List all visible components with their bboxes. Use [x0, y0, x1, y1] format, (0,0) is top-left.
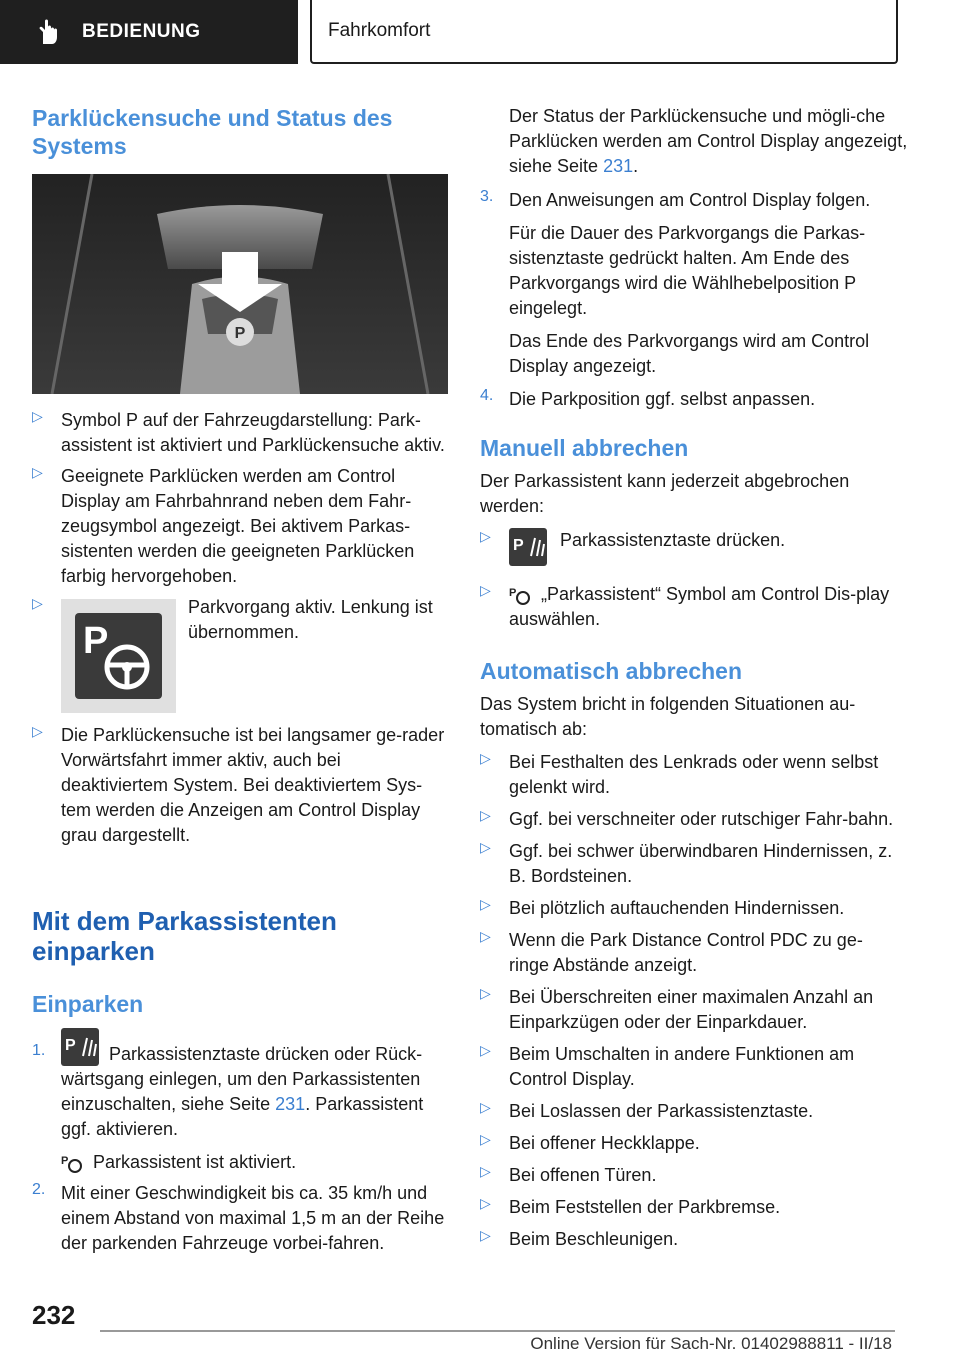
svg-text:P: P [513, 537, 524, 554]
list-item: ▷ Ggf. bei verschneiter oder rutschiger Fahr-bahn. [480, 807, 894, 829]
parking-display-image [32, 174, 448, 394]
park-assist-active-icon [61, 1152, 83, 1174]
list-item: ▷ Wenn die Park Distance Control PDC zu ge-ringe Abstände anzeigt. [480, 928, 863, 975]
list-item: 1. P Parkassistenztaste drücken oder Rück-wärtsgang einlegen, um den Parkassistenten einzuschalten, siehe Seite 231. Parkassistent ggf. aktivieren. P Parkassistent ist aktiviert. [32, 1042, 448, 1175]
svg-text:P: P [83, 620, 109, 662]
heading-automatisch: Automatisch abbrechen [480, 658, 742, 684]
bullet-triangle-icon: ▷ [480, 750, 491, 766]
heading-einparken: Einparken [32, 991, 144, 1017]
list-item: 4. Die Parkposition ggf. selbst anpassen. [480, 387, 816, 409]
step-number: 2. [32, 1181, 46, 1198]
footer-divider [100, 1330, 895, 1332]
svg-text:P: P [509, 587, 517, 600]
park-assist-button-icon [61, 1028, 99, 1066]
list-item: ▷ Die Parklückensuche ist bei langsamer ge-rader Vorwärtsfahrt immer aktiv, auch bei deaktiviertem System. Bei deaktiviertem Sys-tem werden die Anzeigen am Control Display grau dargestellt. [32, 723, 445, 845]
step-number: 1. [32, 1042, 46, 1059]
step-list-cont [480, 188, 898, 412]
svg-text:P: P [234, 325, 246, 342]
step-number: 4. [480, 387, 494, 404]
manuell-text: Der Parkassistent kann jederzeit abgebrochen werden: [480, 471, 850, 516]
list-item: ▷ Beim Umschalten in andere Funktionen am Control Display. [480, 1042, 855, 1089]
list-item: ▷ Symbol P auf der Fahrzeugdarstellung: Park-assistent ist aktiviert und Parklückensuche aktiv. [32, 408, 445, 455]
park-assist-active-icon [509, 584, 531, 606]
bullet-triangle-icon: ▷ [480, 1163, 491, 1179]
list-item: ▷ Bei offener Heckklappe. [480, 1131, 700, 1153]
bullet-triangle-icon: ▷ [32, 408, 43, 424]
list-item: ▷ Beim Beschleunigen. [480, 1227, 679, 1249]
list-item: ▷ Bei offenen Türen. [480, 1163, 657, 1185]
section-label: BEDIENUNG [82, 21, 201, 42]
einparken-steps [32, 1037, 448, 1256]
list-item: ▷ Beim Feststellen der Parkbremse. [480, 1195, 781, 1217]
bullet-triangle-icon: ▷ [32, 464, 43, 480]
heading-einparken-main: Mit dem Parkassistenten einparken [32, 906, 337, 966]
list-item: ▷ Bei plötzlich auftauchenden Hindernissen. [480, 896, 845, 918]
page-link[interactable]: 231 [603, 156, 634, 176]
bullet-triangle-icon: ▷ [480, 528, 491, 544]
svg-text:P: P [65, 1037, 76, 1055]
park-assist-button-icon [509, 528, 547, 566]
bullet-triangle-icon: ▷ [480, 1195, 491, 1211]
list-item: ▷ Geeignete Parklücken werden am Control Display am Fahrbahnrand neben dem Fahr-zeugsymbol angezeigt. Bei aktivem Parkas-sistenten werden die geeigneten Parklücken farbig hervorgehoben. [32, 464, 415, 586]
bullet-triangle-icon: ▷ [480, 1099, 491, 1115]
bullet-triangle-icon: ▷ [480, 582, 491, 598]
list-item: 3. Den Anweisungen am Control Display folgen. Für die Dauer des Parkvorgangs die Parkas-sistenztaste gedrückt halten. Am Ende des Parkvorgangs wird die Wählhebelposition P eingelegt. Das Ende des Parkvorgangs wird am Control Display angezeigt. [480, 188, 871, 376]
step-continuation: Der Status der Parklückensuche und mögli-che Parklücken werden am Control Display angezeigt, siehe Seite 231. [509, 106, 908, 176]
heading-manuell: Manuell abbrechen [480, 435, 689, 461]
list-item: 2. Mit einer Geschwindigkeit bis ca. 35 km/h und einem Abstand von maximal 1,5 m an der Reihe der parkenden Fahrzeuge vorbei-fahren. [32, 1181, 445, 1253]
svg-text:P: P [61, 1155, 69, 1168]
bullet-triangle-icon: ▷ [32, 595, 43, 611]
park-steering-icon [61, 599, 176, 713]
page-link[interactable]: 231 [275, 1094, 306, 1114]
footer-text: Online Version für Sach-Nr. 01402988811 - II/18 [530, 1334, 892, 1353]
heading-status: Parklückensuche und Status des Systems [32, 105, 393, 159]
list-item: ▷ P Parkvorgang aktiv. Lenkung ist übernommen. [32, 595, 448, 713]
bullet-triangle-icon: ▷ [480, 896, 491, 912]
auto-text: Das System bricht in folgenden Situationen au-tomatisch ab: [480, 694, 856, 739]
bullet-triangle-icon: ▷ [480, 928, 491, 944]
list-item: ▷ P Parkassistenztaste drücken. [480, 528, 898, 566]
auto-abort-list [480, 750, 898, 1259]
bullet-triangle-icon: ▷ [32, 723, 43, 739]
bullet-triangle-icon: ▷ [480, 985, 491, 1001]
list-item: ▷ Bei Loslassen der Parkassistenztaste. [480, 1099, 814, 1121]
hand-icon [34, 17, 64, 47]
list-item: ▷ Ggf. bei schwer überwindbaren Hindernissen, z. B. Bordsteinen. [480, 839, 893, 886]
list-item: ▷ Bei Überschreiten einer maximalen Anzahl an Einparkzügen oder der Einparkdauer. [480, 985, 874, 1032]
bullet-triangle-icon: ▷ [480, 1227, 491, 1243]
chapter-header [310, 0, 898, 64]
bullet-triangle-icon: ▷ [480, 1042, 491, 1058]
step-number: 3. [480, 188, 494, 205]
status-bullet-list [32, 408, 448, 848]
list-item: ▷ P „Parkassistent“ Symbol am Control Dis-play auswählen. [480, 582, 890, 629]
bullet-triangle-icon: ▷ [480, 1131, 491, 1147]
bullet-triangle-icon: ▷ [480, 839, 491, 855]
bullet-triangle-icon: ▷ [480, 807, 491, 823]
list-item: ▷ Bei Festhalten des Lenkrads oder wenn selbst gelenkt wird. [480, 750, 879, 797]
page-number: 232 [32, 1300, 76, 1330]
section-tab [0, 0, 298, 64]
chapter-label: Fahrkomfort [328, 20, 431, 41]
